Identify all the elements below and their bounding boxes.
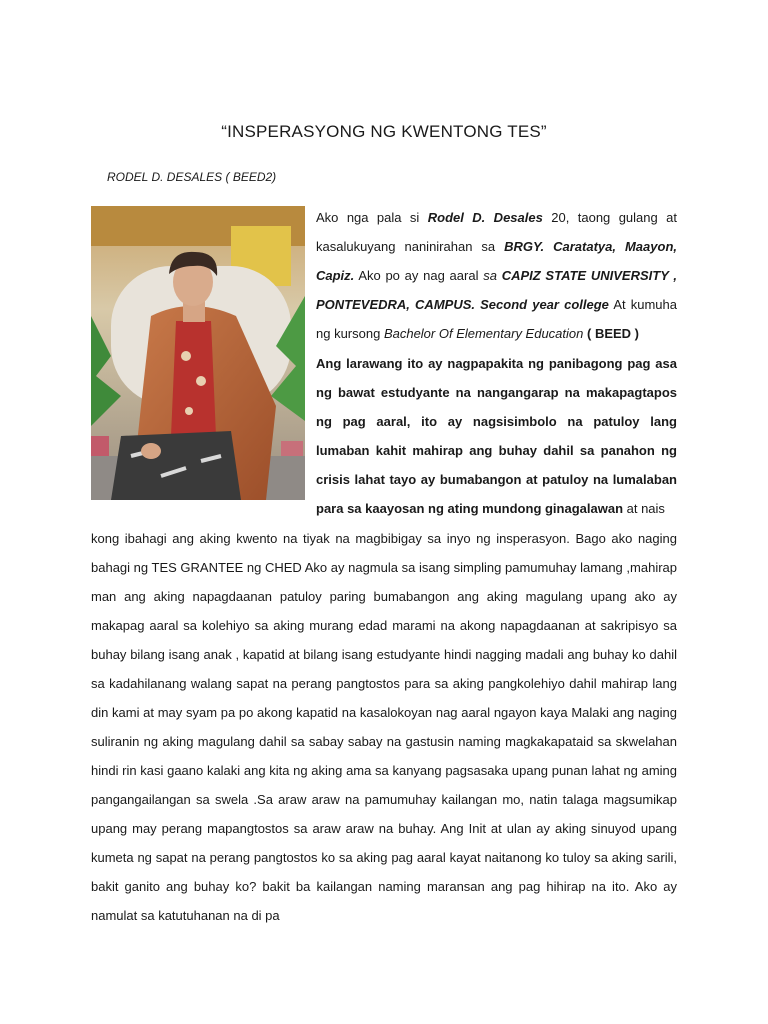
document-title: “INSPERASYONG NG KWENTONG TES”	[221, 122, 547, 141]
author-name: Rodel D. Desales	[427, 210, 543, 225]
body-text-block	[91, 524, 677, 930]
body-paragraph: kong ibahagi ang aking kwento na tiyak na magbibigay sa inyo ng insperasyon. Bago ako naging bahagi ng TES GRANTEE ng CHED Ako ay nagmula sa isang simpling pamumuhay lamang ,mahirap man ang aking napagdaanan patuloy paring bumabangon ang aking magulang upang ako ay makapag aaral sa kolehiyo sa aking murang edad marami na akong napagdaanan at sakripisyo sa buhay bilang isang anak , kapatid at bilang isang estudyante hindi nagging madali ang buhay ko dahil sa kadahilanang walang sapat na perang pangtostos para sa aking pangkolehiyo dahil mahirap lang din kami at may syam pa po akong kapatid na kasalokoyan nag aaral ngayon kaya Malaki ang naging suliranin ng aking magulang dahil sa sabay sabay na gastusin naming magkakapataid sa skwelahan hindi rin kasi gaano kalaki ang kita ng aking ama sa kanyang pagsasaka upang punan lahat ng aming pangangailangan sa swela .Sa araw araw na pamumuhay kailangan mo, natin talaga magsumikap upang may perang mapangtostos sa araw araw na buhay. Ang Init at ulan ay aking sinuyod upang kumeta ng sapat na perang pangtostos ko sa aking pag aaral kayat naitanong ko tuloy sa aking sarili, bakit ganito ang buhay ko? bakit ba kailangan naming maransan ang pag hihirap na ito. Ako ay namulat sa katutuhanan na di pa	[91, 531, 677, 923]
portrait-photo	[91, 206, 305, 500]
intro-sa: sa	[483, 268, 497, 283]
course-name: Bachelor Of Elementary Education	[383, 326, 584, 341]
address: BRGY. Caratatya, Maayon, Capiz.	[316, 239, 677, 283]
intro-text: Ako po ay nag aaral	[354, 268, 484, 283]
intro-paragraph	[316, 203, 677, 348]
bold-paragraph-text: Ang larawang ito ay nagpapakita ng panibagong pag asa ng bawat estudyante na nangangarap na makapagtapos ng pag aaral, ito ay nagsisimbolo na patuloy lang lumaban kahit mahirap ang buhay dahil sa panahon ng crisis lahat tayo ay bumabangon at patuloy na lumalaban para sa kaayosan ng ating mundong ginagalawan	[316, 356, 677, 516]
intro-text: Ako nga pala si	[316, 210, 428, 225]
author-line: RODEL D. DESALES ( BEED2)	[107, 170, 277, 184]
intro-text: 20, taong gulang at kasalukuyang naninirahan sa	[316, 210, 677, 254]
course-abbreviation: ( BEED )	[587, 326, 639, 341]
portrait-photo-icon	[91, 206, 305, 500]
intro-column	[316, 203, 677, 523]
paragraph-tail: at nais	[623, 501, 665, 516]
school-name: CAPIZ STATE UNIVERSITY , PONTEVEDRA, CAMPUS. Second year college	[316, 268, 677, 312]
bold-paragraph	[316, 349, 677, 523]
intro-text: At kumuha ng kursong	[316, 297, 677, 341]
